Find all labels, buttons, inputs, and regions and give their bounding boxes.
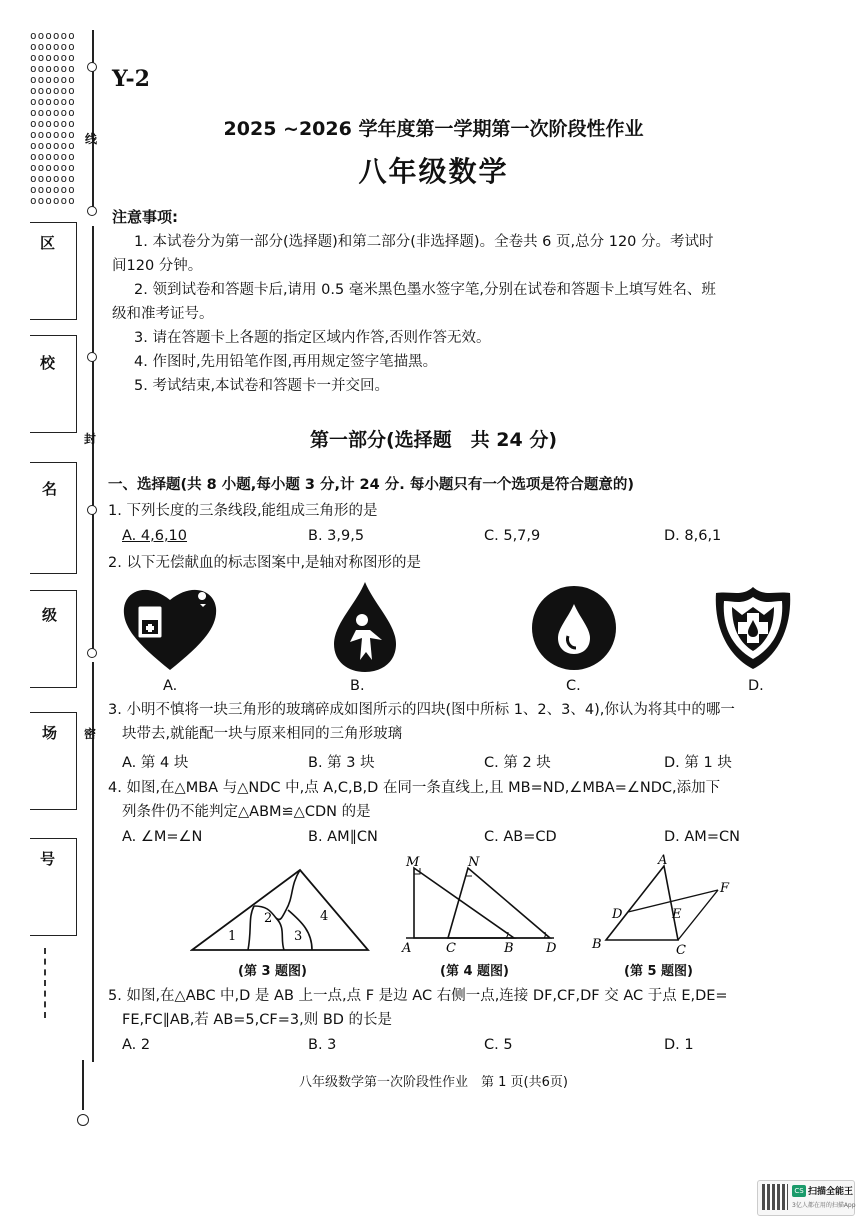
page-footer: 八年级数学第一次阶段性作业 第 1 页(共6页) [299,1075,568,1090]
blood-drop-figure-icon [326,580,404,674]
heart-blood-bag-icon [120,584,220,674]
q4-option-c: C. AB=CD [484,829,557,845]
section-title: 第一部分(选择题 共 24 分) [309,429,558,451]
q3-stem-line2: 块带去,就能配一块与原来相同的三角形玻璃 [122,726,403,742]
q4-option-a: A. ∠M=∠N [122,829,203,845]
note-line: 3. 请在答题卡上各题的指定区域内作答,否则作答无效。 [134,330,491,346]
seal-mark-xian: 线 [85,132,98,146]
scanner-watermark [757,1180,855,1216]
field-label-exam-room: 场 [42,724,58,742]
q3-option-d: D. 第 1 块 [664,755,732,771]
fig4-label-A: A [402,941,412,956]
field-label-class: 级 [42,606,58,624]
note-line: 间120 分钟。 [112,258,203,274]
q5-stem-line2: FE,FC∥AB,若 AB=5,CF=3,则 BD 的长是 [122,1012,393,1028]
binding-hole [87,648,97,658]
note-line: 1. 本试卷分为第一部分(选择题)和第二部分(非选择题)。全卷共 6 页,总分 120 分。考试时 [134,234,714,250]
q5-option-d: D. 1 [664,1037,694,1053]
binding-dot-pattern: oooooo oooooo oooooo oooooo oooooo oooooo oooooo oooooo oooooo oooooo oooooo oooooo oooooo oooooo oooooo oooooo [30,29,76,207]
fig4-label-B: B [504,941,514,956]
note-line: 级和准考证号。 [112,306,214,322]
fig4-label-M: M [406,855,420,870]
circle-drop-icon [530,584,618,672]
binding-hole [87,352,97,362]
paper-subject: 八年级数学 [358,155,509,188]
q2-option-a: A. [163,678,178,694]
triangle-abc-def-figure [590,852,740,956]
fig4-label-N: N [468,855,480,870]
q3-option-b: B. 第 3 块 [308,755,375,771]
note-line: 2. 领到试卷和答题卡后,请用 0.5 毫米黑色墨水签字笔,分别在试卷和答题卡上填写姓名、班 [134,282,716,298]
notes-heading: 注意事项: [112,208,178,226]
q2-option-c: C. [566,678,581,694]
scanner-sub: 3亿人都在用的扫描App [792,1202,856,1209]
q2-option-b: B. [350,678,365,694]
tulip-cross-icon [712,585,794,671]
q5-stem-line1: 5. 如图,在△ABC 中,D 是 AB 上一点,点 F 是边 AC 右侧一点,连接 DF,CF,DF 交 AC 于点 E,DE= [108,988,728,1004]
q5-option-b: B. 3 [308,1037,337,1053]
broken-glass-triangle-figure [190,866,380,956]
fig3-label-3: 3 [294,929,303,944]
q1-option-a: A. 4,6,10 [122,528,188,544]
fig5-label-F: F [720,881,730,896]
fig5-label-D: D [612,907,623,922]
q3-stem-line1: 3. 小明不慎将一块三角形的玻璃碎成如图所示的四块(图中所标 1、2、3、4),你认为将其中的哪一 [108,702,735,718]
q4-stem-line1: 4. 如图,在△MBA 与△NDC 中,点 A,C,B,D 在同一条直线上,且 MB=ND,∠MBA=∠NDC,添加下 [108,780,721,796]
paper-code: Y-2 [112,66,150,92]
q1-option-c: C. 5,7,9 [484,528,541,544]
fig3-label-4: 4 [320,909,329,924]
fig4-label-C: C [446,941,456,956]
field-box-school [30,335,77,433]
note-line: 5. 考试结束,本试卷和答题卡一并交回。 [134,378,390,394]
note-line: 4. 作图时,先用铅笔作图,再用规定签字笔描黑。 [134,354,438,370]
binding-hole [77,1114,89,1126]
binding-hole [87,62,97,72]
binding-hole [87,206,97,216]
q4-option-b: B. AM∥CN [308,829,378,845]
binding-line [92,662,94,1062]
scanner-logo: CS [792,1185,806,1197]
fig3-label-1: 1 [228,929,237,944]
qr-code-icon [762,1184,788,1210]
section-intro: 一、选择题(共 8 小题,每小题 3 分,计 24 分. 每小题只有一个选项是符合题意的) [108,477,634,493]
fig5-label-E: E [672,907,682,922]
seal-mark-mi: 密 [84,727,97,741]
fig5-label-A: A [658,853,668,868]
q4-option-d: D. AM=CN [664,829,740,845]
field-label-district: 区 [40,234,56,252]
q5-option-c: C. 5 [484,1037,513,1053]
scanner-name: 扫描全能王 [808,1187,854,1197]
q3-option-c: C. 第 2 块 [484,755,551,771]
fig5-label-C: C [676,943,686,956]
fig4-label-D: D [546,941,557,956]
paper-title: 2025 ~2026 学年度第一学期第一次阶段性作业 [223,118,644,140]
q2-option-d: D. [748,678,764,694]
fig3-caption: (第 3 题图) [238,964,307,979]
fig3-label-2: 2 [264,911,273,926]
seal-mark-feng: 封 [84,432,97,446]
binding-dashes [44,948,56,1018]
triangles-mba-ndc-figure [398,852,564,956]
q1-option-b: B. 3,9,5 [308,528,365,544]
fig5-label-B: B [592,937,602,952]
field-label-name: 名 [42,480,58,498]
q5-option-a: A. 2 [122,1037,151,1053]
fig5-caption: (第 5 题图) [624,964,693,979]
q2-stem: 2. 以下无偿献血的标志图案中,是轴对称图形的是 [108,555,422,571]
field-label-exam-number: 号 [40,850,56,868]
q1-stem: 1. 下列长度的三条线段,能组成三角形的是 [108,503,378,519]
binding-hole [87,505,97,515]
q1-option-d: D. 8,6,1 [664,528,722,544]
fig4-caption: (第 4 题图) [440,964,509,979]
q3-option-a: A. 第 4 块 [122,755,189,771]
field-label-school: 校 [40,354,56,372]
q4-stem-line2: 列条件仍不能判定△ABM≌△CDN 的是 [122,804,371,820]
